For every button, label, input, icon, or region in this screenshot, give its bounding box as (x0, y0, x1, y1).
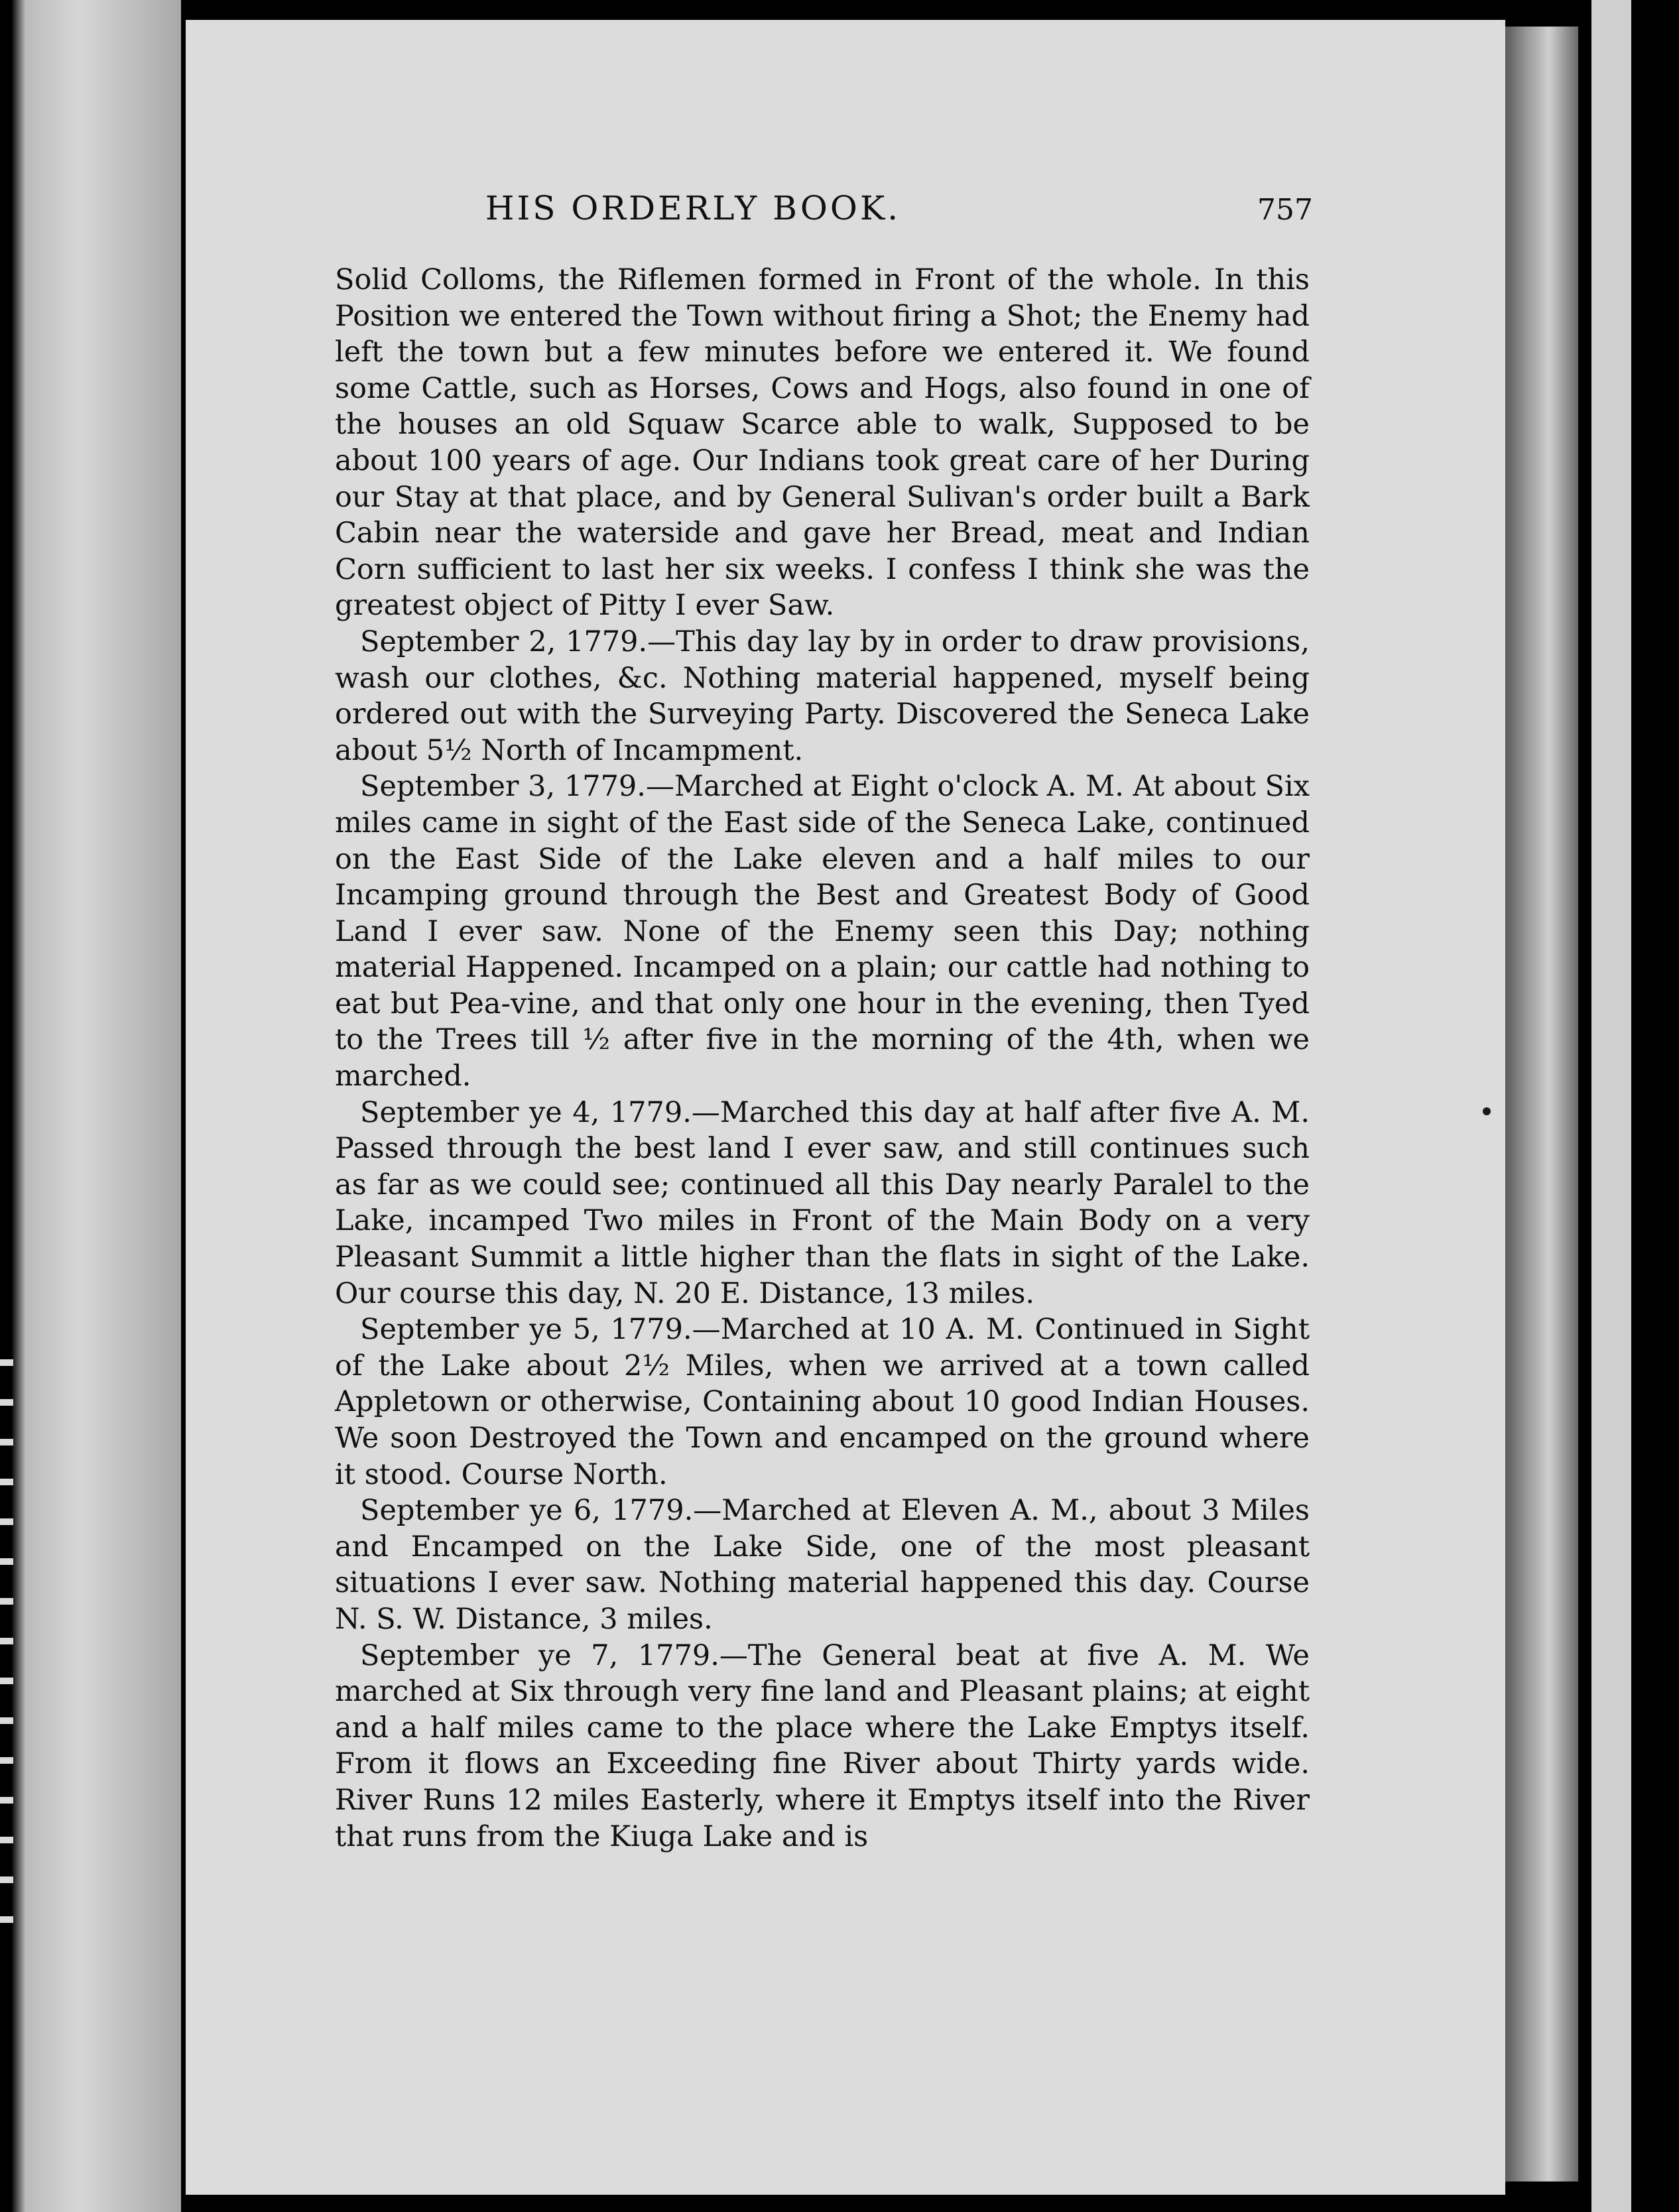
next-page-edge (1591, 0, 1631, 2212)
paragraph: September ye 6, 1779.—Marched at Eleven A. M., about 3 Miles and Encamped on the Lake Side, one of the most pleasant situations I ever saw. Nothing material happened this day. Course N. S. W. Distance, 3 miles. (335, 1494, 1310, 1636)
paragraph: September ye 4, 1779.—Marched this day at half after five A. M. Passed through the best land I ever saw, and still continues such as far as we could see; continued all this Day nearly Paralel to the Lake, incamped Two miles in Front of the Main Body on a very Pleasant Summit a little higher than the flats in sight of the Lake. Our course this day, N. 20 E. Distance, 13 miles. (335, 1095, 1310, 1310)
facing-page-edge (12, 0, 181, 2212)
page-fore-edge (1505, 27, 1578, 2181)
page-number: 757 (1257, 193, 1313, 227)
paragraph: September 2, 1779.—This day lay by in order to draw provisions, wash our clothes, &c. Nothing material happened, myself being ordered out with the Surveying Party. Discovered the Seneca Lake about 5½ North of Incampment. (335, 625, 1310, 767)
scan-speck (1483, 1107, 1491, 1115)
paragraph: September ye 7, 1779.—The General beat at five A. M. We marched at Six through very fine land and Pleasant plains; at eight and a half miles came to the place where the Lake Emptys itself. From it flows an Exceeding fine River about Thirty yards wide. River Runs 12 miles Easterly, where it Emptys itself into the River that runs from the Kiuga Lake and is (335, 1638, 1310, 1853)
body-text (335, 262, 1310, 1855)
running-head (345, 189, 1313, 242)
paragraph: September ye 5, 1779.—Marched at 10 A. M. Continued in Sight of the Lake about 2½ Miles, when we arrived at a town called Appletown or otherwise, Containing about 10 good Indian Houses. We soon Destroyed the Town and encamped on the ground where it stood. Course North. (335, 1313, 1310, 1491)
facing-page-marks (0, 1359, 13, 1956)
running-title: HIS ORDERLY BOOK. (485, 189, 901, 227)
paragraph: September 3, 1779.—Marched at Eight o'clock A. M. At about Six miles came in sight of the East side of the Seneca Lake, continued on the East Side of the Lake eleven and a half miles to our Incamping ground through the Best and Greatest Body of Good Land I ever saw. None of the Enemy seen this Day; nothing material Happened. Incamped on a plain; our cattle had nothing to eat but Pea-vine, and that only one hour in the evening, then Tyed to the Trees till ½ after five in the morning of the 4th, when we marched. (335, 770, 1310, 1093)
paragraph: Solid Colloms, the Riflemen formed in Front of the whole. In this Position we entered the Town without firing a Shot; the Enemy had left the town but a few minutes before we entered it. We found some Cattle, such as Horses, Cows and Hogs, also found in one of the houses an old Squaw Scarce able to walk, Supposed to be about 100 years of age. Our Indians took great care of her During our Stay at that place, and by General Sulivan's order built a Bark Cabin near the waterside and gave her Bread, meat and Indian Corn sufficient to last her six weeks. I confess I think she was the greatest object of Pitty I ever Saw. (335, 263, 1310, 623)
